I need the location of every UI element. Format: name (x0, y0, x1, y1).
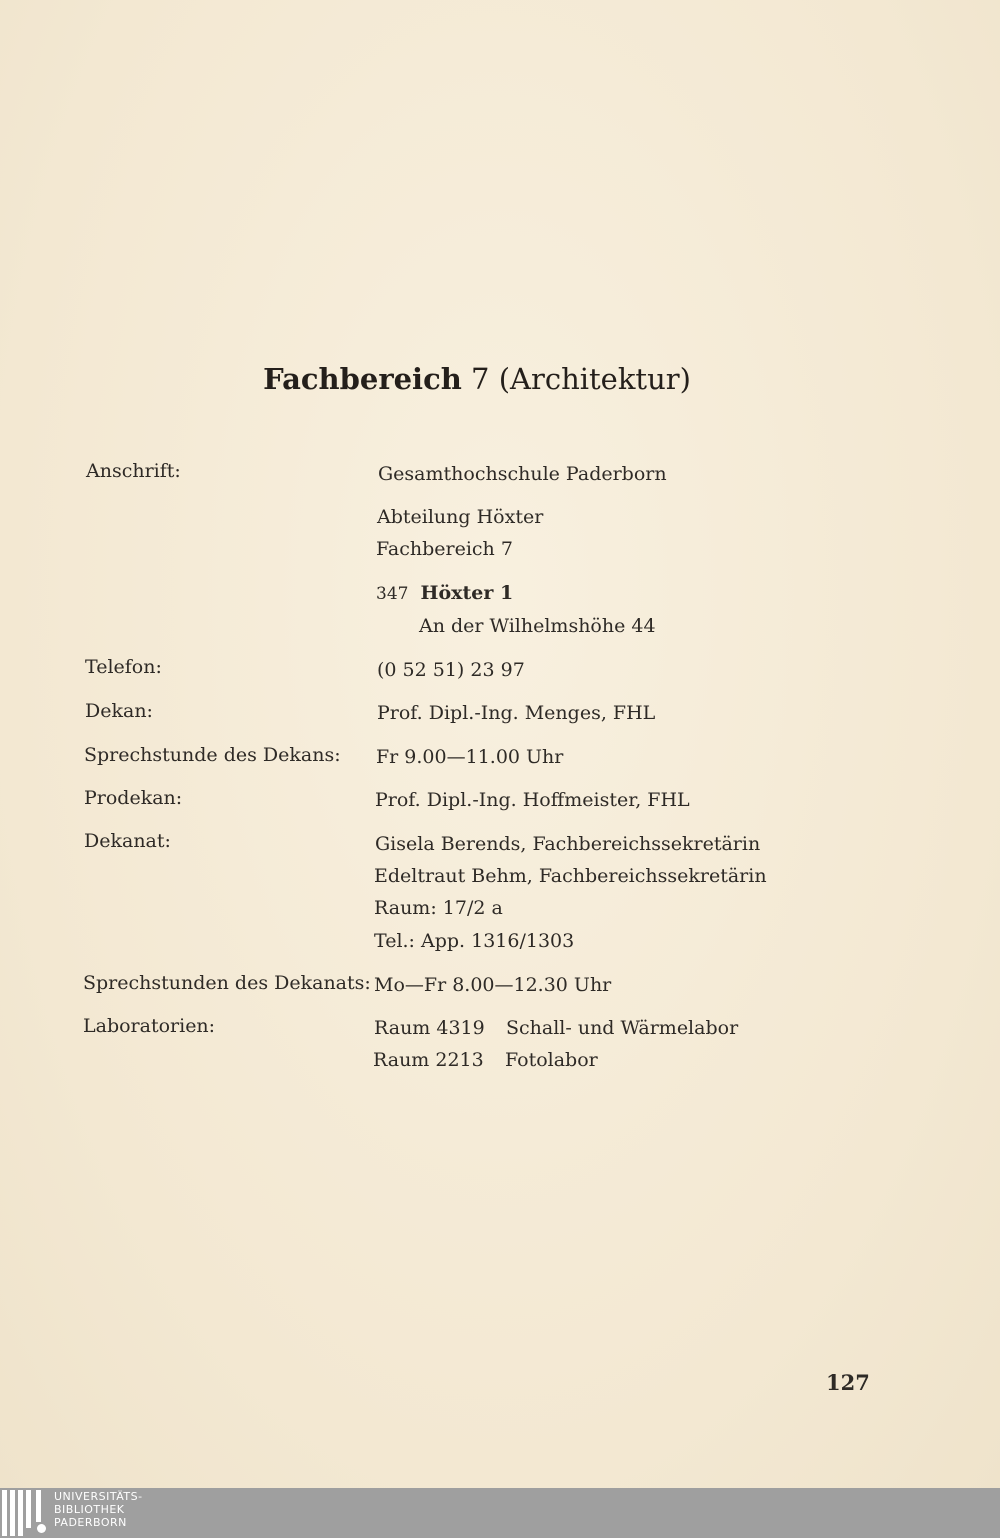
dekanat-line-1: Gisela Berends, Fachbereichssekretärin (375, 833, 761, 855)
address-line-1: Gesamthochschule Paderborn (378, 463, 667, 485)
label-dekanat: Dekanat: (84, 830, 171, 852)
telefon-value: (0 52 51) 23 97 (377, 659, 525, 681)
label-telefon: Telefon: (85, 656, 162, 678)
page-number: 127 (826, 1370, 870, 1395)
address-street: An der Wilhelmshöhe 44 (419, 615, 656, 637)
dekan-value: Prof. Dipl.-Ing. Menges, FHL (377, 702, 656, 724)
label-anschrift: Anschrift: (86, 460, 181, 482)
library-line-2: BIBLIOTHEK (54, 1503, 125, 1516)
label-sprechstunde-dekan: Sprechstunde des Dekans: (84, 744, 341, 766)
library-line-3: PADERBORN (54, 1516, 127, 1529)
sprechstunde-dekan-value: Fr 9.00—11.00 Uhr (376, 746, 564, 768)
address-city-line (376, 582, 513, 604)
library-name (54, 1490, 143, 1529)
lab-room-1: Raum 4319 (374, 1017, 485, 1039)
dekanat-line-4: Tel.: App. 1316/1303 (374, 930, 575, 952)
lab-name-2: Fotolabor (505, 1049, 598, 1071)
prodekan-value: Prof. Dipl.-Ing. Hoffmeister, FHL (375, 789, 690, 811)
title-rest: 7 (Architektur) (471, 362, 691, 396)
library-logo-dot (37, 1524, 46, 1533)
sprechstunden-dekanat-value: Mo—Fr 8.00—12.30 Uhr (374, 974, 612, 996)
lab-name-1: Schall- und Wärmelabor (506, 1017, 739, 1039)
page-title (0, 362, 954, 396)
dekanat-line-2: Edeltraut Behm, Fachbereichssekretärin (374, 865, 767, 887)
address-line-3: Fachbereich 7 (376, 538, 513, 560)
dekanat-line-3: Raum: 17/2 a (374, 897, 503, 919)
title-main: Fachbereich (263, 362, 462, 396)
postal-code: 347 (376, 584, 409, 604)
address-line-2: Abteilung Höxter (377, 506, 544, 528)
lab-room-2: Raum 2213 (373, 1049, 484, 1071)
city-name: Höxter 1 (420, 582, 514, 604)
library-line-1: UNIVERSITÄTS- (54, 1490, 143, 1503)
label-dekan: Dekan: (85, 700, 153, 722)
label-prodekan: Prodekan: (84, 787, 183, 809)
label-sprechstunden-dekanat: Sprechstunden des Dekanats: (83, 972, 371, 994)
label-laboratorien: Laboratorien: (83, 1015, 216, 1037)
library-footer-bar (0, 1488, 1000, 1538)
